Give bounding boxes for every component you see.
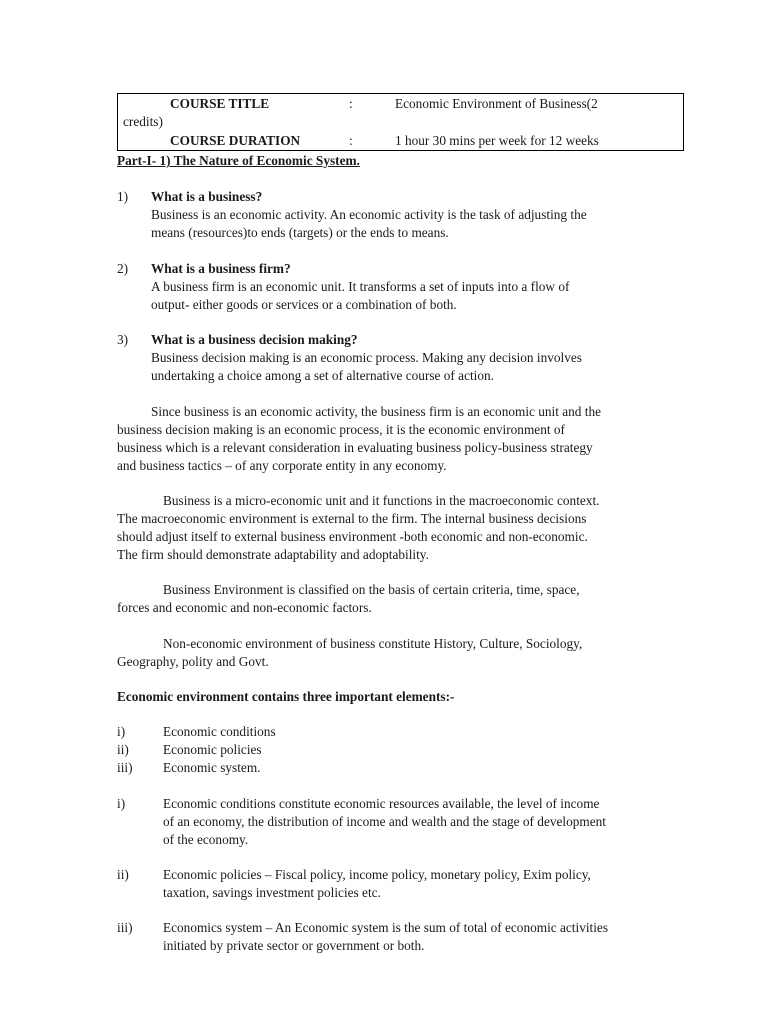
elements-list-number-1: i) — [117, 724, 126, 739]
course-duration-label: COURSE DURATION — [170, 133, 301, 148]
elements-heading: Economic environment contains three important elements:- — [117, 689, 455, 704]
definition-1-number: i) — [117, 796, 126, 811]
question-1-number: 1) — [117, 189, 129, 204]
paragraph-2-line-3: should adjust itself to external business environment -both economic and non-economic. — [117, 529, 588, 544]
paragraph-1-line-4: and business tactics – of any corporate entity in any economy. — [117, 458, 447, 473]
elements-list-number-3: iii) — [117, 760, 133, 775]
paragraph-2-line-4: The firm should demonstrate adaptability and adoptability. — [117, 547, 429, 562]
paragraph-3-line-2: forces and economic and non-economic factors. — [117, 600, 372, 615]
question-2-title: What is a business firm? — [151, 261, 291, 276]
question-3-answer-line-2: undertaking a choice among a set of alternative course of action. — [151, 368, 494, 383]
paragraph-2-line-1: Business is a micro-economic unit and it functions in the macroeconomic context. — [163, 493, 600, 508]
paragraph-1-line-2: business decision making is an economic process, it is the economic environment of — [117, 422, 565, 437]
definition-3-line-1: Economics system – An Economic system is the sum of total of economic activities — [163, 920, 608, 935]
course-info-box — [117, 93, 684, 151]
question-3-title: What is a business decision making? — [151, 332, 358, 347]
paragraph-4-line-2: Geography, polity and Govt. — [117, 654, 269, 669]
question-3-answer-line-1: Business decision making is an economic process. Making any decision involves — [151, 350, 582, 365]
elements-list-number-2: ii) — [117, 742, 129, 757]
paragraph-3-line-1: Business Environment is classified on the basis of certain criteria, time, space, — [163, 582, 580, 597]
question-2-answer-line-2: output- either goods or services or a combination of both. — [151, 297, 457, 312]
definition-2-number: ii) — [117, 867, 129, 882]
course-title-label: COURSE TITLE — [170, 96, 270, 111]
definition-3-line-2: initiated by private sector or government or both. — [163, 938, 425, 953]
elements-list-item-1: Economic conditions — [163, 724, 276, 739]
definition-2-line-2: taxation, savings investment policies etc. — [163, 885, 381, 900]
definition-2-line-1: Economic policies – Fiscal policy, income policy, monetary policy, Exim policy, — [163, 867, 591, 882]
paragraph-2-line-2: The macroeconomic environment is external to the firm. The internal business decisions — [117, 511, 587, 526]
question-2-answer-line-1: A business firm is an economic unit. It transforms a set of inputs into a flow of — [151, 279, 570, 294]
elements-list-item-2: Economic policies — [163, 742, 262, 757]
course-duration-colon: : — [349, 133, 353, 148]
paragraph-1-line-1: Since business is an economic activity, the business firm is an economic unit and the — [151, 404, 602, 419]
question-1-answer-line-1: Business is an economic activity. An economic activity is the task of adjusting the — [151, 207, 587, 222]
paragraph-4-line-1: Non-economic environment of business constitute History, Culture, Sociology, — [163, 636, 583, 651]
definition-1-line-3: of the economy. — [163, 832, 249, 847]
question-3-number: 3) — [117, 332, 129, 347]
definition-3-number: iii) — [117, 920, 133, 935]
definition-1-line-2: of an economy, the distribution of income and wealth and the stage of development — [163, 814, 606, 829]
course-title-value-cont: credits) — [123, 114, 163, 129]
elements-list-item-3: Economic system. — [163, 760, 261, 775]
question-1-title: What is a business? — [151, 189, 263, 204]
part-heading: Part-I- 1) The Nature of Economic System. — [117, 153, 360, 168]
definition-1-line-1: Economic conditions constitute economic resources available, the level of income — [163, 796, 600, 811]
paragraph-1-line-3: business which is a relevant consideration in evaluating business policy-business strategy — [117, 440, 593, 455]
question-2-number: 2) — [117, 261, 129, 276]
course-duration-value: 1 hour 30 mins per week for 12 weeks — [395, 133, 599, 148]
course-title-value: Economic Environment of Business(2 — [395, 96, 598, 111]
question-1-answer-line-2: means (resources)to ends (targets) or the ends to means. — [151, 225, 449, 240]
course-title-colon: : — [349, 96, 353, 111]
